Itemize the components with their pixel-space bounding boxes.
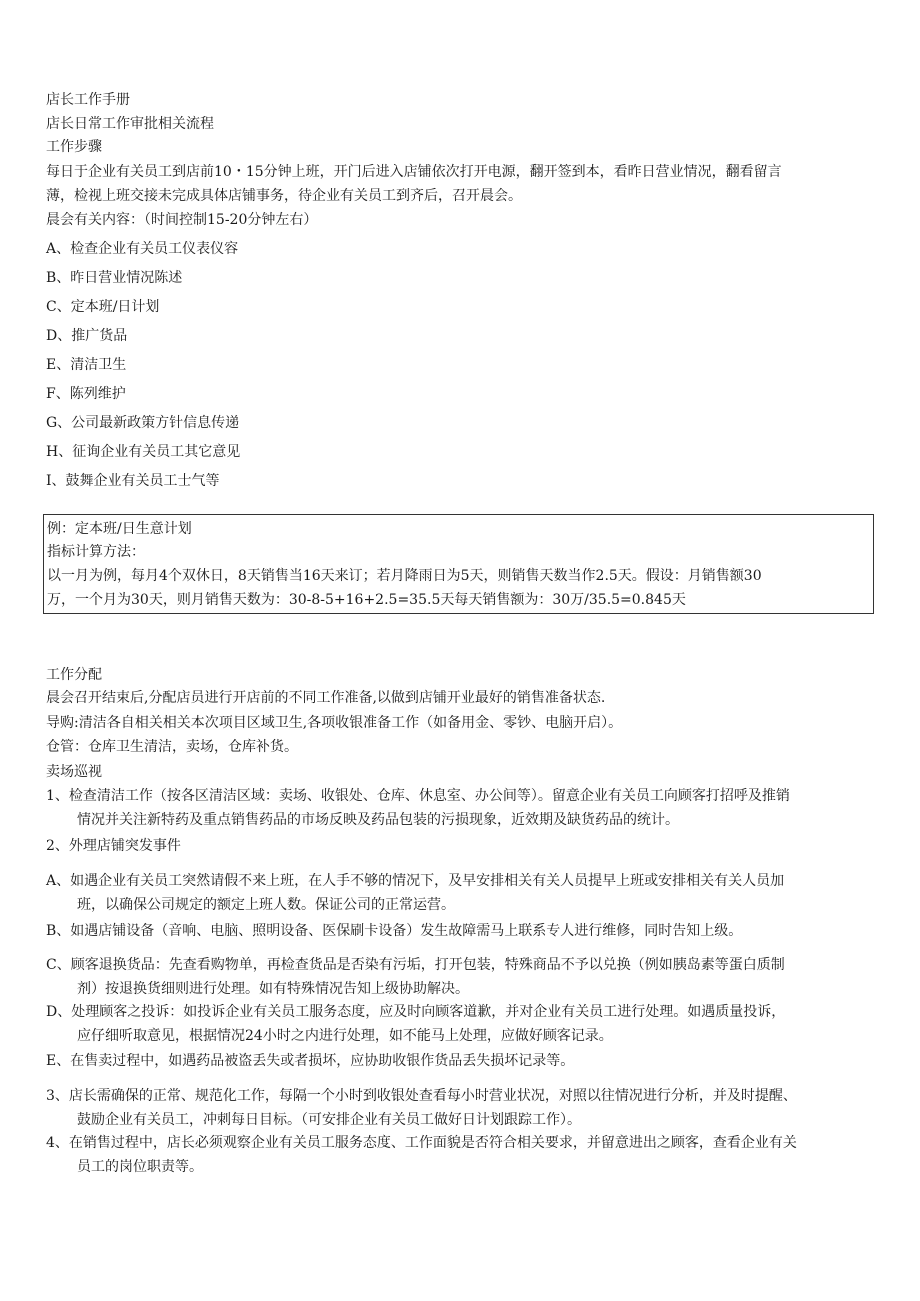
meeting-item: H、征询企业有关员工其它意见 <box>46 444 241 460</box>
patrol-item-line: 1、检查清洁工作（按各区清洁区域：卖场、收银处、仓库、休息室、办公间等）。留意企业有关员工向顾客打招呼及推销 <box>46 788 790 804</box>
incident-item-continuation: 剂）按退换货细则进行处理。如有特殊情况告知上级协助解决。 <box>77 981 469 997</box>
closing-item-line: 3、店长需确保的正常、规范化工作，每隔一个小时到收银处查看每小时营业状况，对照以往情况进行分析，并及时提醒、 <box>46 1088 797 1104</box>
meeting-item: I、鼓舞企业有关员工士气等 <box>46 473 220 489</box>
example-title: 例：定本班/日生意计划 <box>47 521 192 537</box>
patrol-item <box>46 786 790 830</box>
patrol-item-continuation: 情况并关注新特药及重点销售药品的市场反映及药品包装的污损现象，近效期及缺货药品的统计。 <box>77 812 679 828</box>
patrol-item: 2、外理店铺突发事件 <box>46 838 181 854</box>
meeting-item: A、检查企业有关员工仪表仪容 <box>46 241 239 257</box>
intro-line-2: 薄，检视上班交接未完成具体店铺事务，待企业有关员工到齐后，召开晨会。 <box>46 188 522 204</box>
work-assignment-line: 晨会召开结束后,分配店员进行开店前的不同工作准备,以做到店铺开业最好的销售准备状态. <box>46 690 606 706</box>
intro-line-1: 每日于企业有关员工到店前10・15分钟上班，开门后进入店铺依次打开电源，翻开签到本，看昨日营业情况，翻看留言 <box>46 164 782 180</box>
incident-item-line: C、顾客退换货品：先查看购物单，再检查货品是否染有污垢，打开包装，特殊商品不予以兑换（例如胰岛素等蛋白质制 <box>46 957 785 973</box>
incident-item <box>46 1002 785 1046</box>
example-calculation-line-1: 以一月为例，每月4个双休日，8天销售当16天来订；若月降雨日为5天，则销售天数当作2.5天。假设：月销售额30 <box>47 568 762 584</box>
incident-item-line: A、如遇企业有关员工突然请假不来上班，在人手不够的情况下，及早安排相关有关人员提早上班或安排相关有关人员加 <box>46 873 785 889</box>
meeting-item: E、清洁卫生 <box>46 357 127 373</box>
work-assignment-line: 导购:清洁各自相关相关本次项目区域卫生,各项收银准备工作（如备用金、零钞、电脑开启）。 <box>46 715 623 731</box>
work-assignment-line: 仓管：仓库卫生清洁，卖场，仓库补货。 <box>46 739 298 755</box>
closing-item-continuation: 鼓励企业有关员工，冲刺每日目标。（可安排企业有关员工做好日计划跟踪工作）。 <box>77 1112 581 1128</box>
incident-item: E、在售卖过程中，如遇药品被盗丢失或者损坏，应协助收银作货品丢失损坏记录等。 <box>46 1053 575 1069</box>
document-subtitle: 店长日常工作审批相关流程 <box>46 116 214 132</box>
meeting-item: F、陈列维护 <box>46 386 126 402</box>
closing-item-line: 4、在销售过程中，店长必须观察企业有关员工服务态度、工作面貌是否符合相关要求，并留意进出之顾客，查看企业有关 <box>46 1135 797 1151</box>
meeting-heading: 晨会有关内容：（时间控制15-20分钟左右） <box>46 212 318 228</box>
meeting-item: C、定本班/日计划 <box>46 299 160 315</box>
incident-item-continuation: 班，以确保公司规定的额定上班人数。保证公司的正常运营。 <box>77 897 455 913</box>
meeting-item: B、昨日营业情况陈述 <box>46 270 183 286</box>
incident-item: B、如遇店铺设备（音响、电脑、照明设备、医保刷卡设备）发生故障需马上联系专人进行维修，同时告知上级。 <box>46 923 743 939</box>
example-box <box>43 514 874 614</box>
steps-heading: 工作步骤 <box>46 139 102 155</box>
closing-item-continuation: 员工的岗位职责等。 <box>77 1159 203 1175</box>
closing-item <box>46 1133 797 1177</box>
incident-item <box>46 871 784 915</box>
incident-item <box>46 955 785 999</box>
incident-item-continuation: 应仔细听取意见，根据情况24小时之内进行处理，如不能马上处理，应做好顾客记录。 <box>77 1028 613 1044</box>
work-assignment-heading: 工作分配 <box>46 667 102 683</box>
example-method-label: 指标计算方法： <box>47 544 145 560</box>
patrol-heading: 卖场巡视 <box>46 764 102 780</box>
meeting-item: D、推广货品 <box>46 328 128 344</box>
meeting-item: G、公司最新政策方针信息传递 <box>46 415 240 431</box>
closing-item <box>46 1086 797 1130</box>
incident-item-line: D、处理顾客之投诉：如投诉企业有关员工服务态度，应及时向顾客道歉，并对企业有关员工进行处理。如遇质量投诉， <box>46 1004 786 1020</box>
document-title: 店长工作手册 <box>46 92 130 108</box>
example-calculation-line-2: 万，一个月为30天，则月销售天数为：30-8-5+16+2.5=35.5天每天销售额为：30万/35.5=0.845天 <box>47 592 686 608</box>
